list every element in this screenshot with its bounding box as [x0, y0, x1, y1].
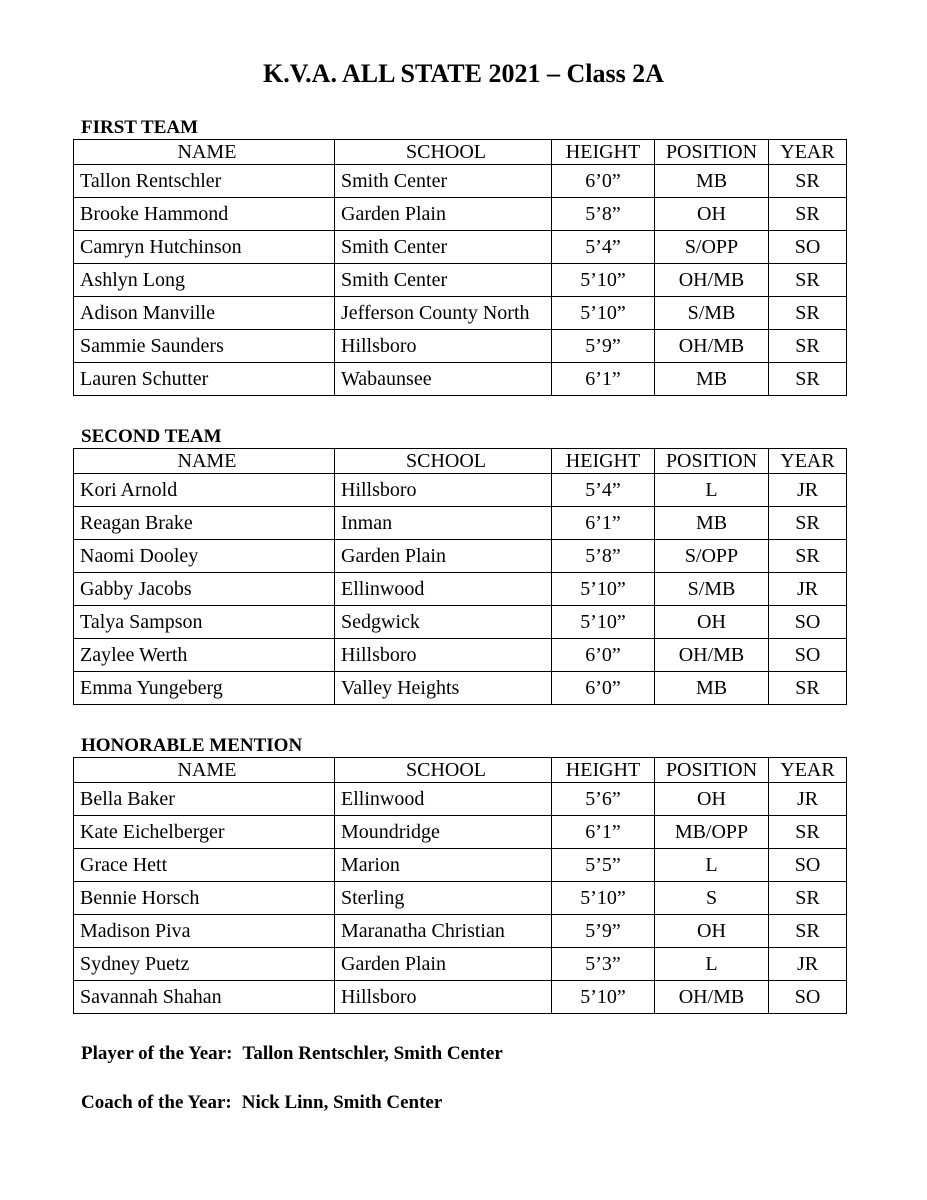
- cell-year: JR: [769, 948, 847, 981]
- section-title: HONORABLE MENTION: [81, 735, 303, 756]
- cell-height: 6’0”: [552, 672, 655, 705]
- table-row: [74, 330, 847, 363]
- cell-height: 5’10”: [552, 882, 655, 915]
- column-header-position: POSITION: [655, 758, 769, 783]
- cell-year: SR: [769, 507, 847, 540]
- cell-position: OH/MB: [655, 981, 769, 1014]
- award-value: Tallon Rentschler, Smith Center: [242, 1043, 503, 1064]
- cell-name: Sammie Saunders: [74, 330, 335, 363]
- column-header-school: SCHOOL: [335, 140, 552, 165]
- cell-school: Inman: [335, 507, 552, 540]
- cell-school: Hillsboro: [335, 639, 552, 672]
- cell-height: 5’6”: [552, 783, 655, 816]
- cell-school: Garden Plain: [335, 948, 552, 981]
- cell-year: JR: [769, 783, 847, 816]
- column-header-school: SCHOOL: [335, 758, 552, 783]
- cell-position: S/MB: [655, 297, 769, 330]
- cell-name: Kate Eichelberger: [74, 816, 335, 849]
- cell-school: Smith Center: [335, 264, 552, 297]
- cell-school: Wabaunsee: [335, 363, 552, 396]
- roster-table: [73, 757, 847, 1014]
- cell-school: Jefferson County North: [335, 297, 552, 330]
- cell-name: Adison Manville: [74, 297, 335, 330]
- table-row: [74, 639, 847, 672]
- page-title: K.V.A. ALL STATE 2021 – Class 2A: [263, 59, 664, 88]
- cell-position: MB: [655, 165, 769, 198]
- section-title: FIRST TEAM: [81, 117, 199, 138]
- cell-height: 5’10”: [552, 297, 655, 330]
- table-row: [74, 231, 847, 264]
- cell-school: Garden Plain: [335, 540, 552, 573]
- table-row: [74, 165, 847, 198]
- cell-school: Smith Center: [335, 165, 552, 198]
- cell-school: Valley Heights: [335, 672, 552, 705]
- cell-year: JR: [769, 474, 847, 507]
- cell-position: L: [655, 948, 769, 981]
- cell-position: OH/MB: [655, 330, 769, 363]
- cell-school: Sedgwick: [335, 606, 552, 639]
- cell-name: Lauren Schutter: [74, 363, 335, 396]
- column-header-year: YEAR: [769, 140, 847, 165]
- cell-height: 5’5”: [552, 849, 655, 882]
- cell-position: OH: [655, 915, 769, 948]
- cell-height: 6’1”: [552, 363, 655, 396]
- cell-name: Savannah Shahan: [74, 981, 335, 1014]
- table-row: [74, 474, 847, 507]
- cell-height: 5’10”: [552, 264, 655, 297]
- cell-position: S: [655, 882, 769, 915]
- cell-name: Camryn Hutchinson: [74, 231, 335, 264]
- table-row: [74, 849, 847, 882]
- cell-year: SR: [769, 882, 847, 915]
- column-header-position: POSITION: [655, 140, 769, 165]
- cell-school: Sterling: [335, 882, 552, 915]
- cell-position: S/MB: [655, 573, 769, 606]
- cell-name: Bella Baker: [74, 783, 335, 816]
- cell-year: SR: [769, 915, 847, 948]
- award-label: Coach of the Year:: [81, 1092, 232, 1113]
- cell-year: JR: [769, 573, 847, 606]
- award-label: Player of the Year:: [81, 1043, 233, 1064]
- cell-school: Moundridge: [335, 816, 552, 849]
- coach-of-the-year: [81, 1091, 442, 1115]
- cell-year: SR: [769, 198, 847, 231]
- table-row: [74, 915, 847, 948]
- cell-school: Smith Center: [335, 231, 552, 264]
- cell-name: Reagan Brake: [74, 507, 335, 540]
- cell-position: S/OPP: [655, 540, 769, 573]
- cell-position: OH: [655, 198, 769, 231]
- header-row: [74, 758, 847, 783]
- column-header-height: HEIGHT: [552, 140, 655, 165]
- cell-position: MB/OPP: [655, 816, 769, 849]
- cell-year: SR: [769, 363, 847, 396]
- section-title: SECOND TEAM: [81, 426, 222, 447]
- cell-position: L: [655, 474, 769, 507]
- cell-height: 5’10”: [552, 573, 655, 606]
- cell-position: OH/MB: [655, 639, 769, 672]
- cell-name: Brooke Hammond: [74, 198, 335, 231]
- cell-school: Ellinwood: [335, 783, 552, 816]
- cell-position: MB: [655, 507, 769, 540]
- column-header-name: NAME: [74, 140, 335, 165]
- header-row: [74, 140, 847, 165]
- roster-table: [73, 139, 847, 396]
- header-row: [74, 449, 847, 474]
- cell-height: 5’4”: [552, 231, 655, 264]
- cell-height: 5’3”: [552, 948, 655, 981]
- cell-name: Kori Arnold: [74, 474, 335, 507]
- table-row: [74, 606, 847, 639]
- cell-name: Madison Piva: [74, 915, 335, 948]
- cell-name: Talya Sampson: [74, 606, 335, 639]
- cell-height: 5’10”: [552, 981, 655, 1014]
- column-header-position: POSITION: [655, 449, 769, 474]
- cell-school: Hillsboro: [335, 330, 552, 363]
- cell-height: 6’0”: [552, 639, 655, 672]
- cell-position: MB: [655, 672, 769, 705]
- cell-height: 5’9”: [552, 915, 655, 948]
- cell-name: Zaylee Werth: [74, 639, 335, 672]
- cell-year: SR: [769, 816, 847, 849]
- cell-name: Sydney Puetz: [74, 948, 335, 981]
- cell-year: SO: [769, 981, 847, 1014]
- cell-school: Hillsboro: [335, 474, 552, 507]
- cell-year: SR: [769, 165, 847, 198]
- column-header-height: HEIGHT: [552, 449, 655, 474]
- table-row: [74, 540, 847, 573]
- cell-name: Gabby Jacobs: [74, 573, 335, 606]
- cell-year: SR: [769, 330, 847, 363]
- cell-name: Emma Yungeberg: [74, 672, 335, 705]
- award-value: Nick Linn, Smith Center: [241, 1092, 443, 1113]
- cell-year: SR: [769, 672, 847, 705]
- cell-year: SR: [769, 540, 847, 573]
- table-row: [74, 981, 847, 1014]
- cell-position: L: [655, 849, 769, 882]
- table-row: [74, 507, 847, 540]
- cell-height: 5’9”: [552, 330, 655, 363]
- table-row: [74, 672, 847, 705]
- cell-year: SO: [769, 231, 847, 264]
- cell-name: Naomi Dooley: [74, 540, 335, 573]
- section-first-team: [73, 117, 847, 396]
- cell-height: 5’8”: [552, 540, 655, 573]
- table-row: [74, 948, 847, 981]
- table-row: [74, 363, 847, 396]
- cell-year: SO: [769, 849, 847, 882]
- roster-table: [73, 448, 847, 705]
- cell-height: 6’1”: [552, 507, 655, 540]
- table-row: [74, 198, 847, 231]
- table-row: [74, 573, 847, 606]
- column-header-year: YEAR: [769, 758, 847, 783]
- cell-school: Garden Plain: [335, 198, 552, 231]
- cell-year: SR: [769, 264, 847, 297]
- column-header-name: NAME: [74, 758, 335, 783]
- cell-year: SR: [769, 297, 847, 330]
- cell-school: Maranatha Christian: [335, 915, 552, 948]
- cell-name: Bennie Horsch: [74, 882, 335, 915]
- cell-height: 6’1”: [552, 816, 655, 849]
- column-header-height: HEIGHT: [552, 758, 655, 783]
- cell-position: MB: [655, 363, 769, 396]
- cell-height: 5’10”: [552, 606, 655, 639]
- column-header-year: YEAR: [769, 449, 847, 474]
- table-row: [74, 264, 847, 297]
- cell-position: OH/MB: [655, 264, 769, 297]
- cell-school: Marion: [335, 849, 552, 882]
- column-header-name: NAME: [74, 449, 335, 474]
- cell-position: OH: [655, 606, 769, 639]
- column-header-school: SCHOOL: [335, 449, 552, 474]
- section-second-team: [73, 426, 847, 705]
- cell-year: SO: [769, 606, 847, 639]
- player-of-the-year: [81, 1042, 503, 1066]
- table-row: [74, 816, 847, 849]
- cell-name: Tallon Rentschler: [74, 165, 335, 198]
- cell-year: SO: [769, 639, 847, 672]
- section-honorable-mention: [73, 735, 847, 1014]
- cell-height: 5’8”: [552, 198, 655, 231]
- cell-name: Ashlyn Long: [74, 264, 335, 297]
- cell-position: OH: [655, 783, 769, 816]
- table-row: [74, 882, 847, 915]
- cell-name: Grace Hett: [74, 849, 335, 882]
- cell-position: S/OPP: [655, 231, 769, 264]
- cell-height: 6’0”: [552, 165, 655, 198]
- table-row: [74, 783, 847, 816]
- cell-school: Ellinwood: [335, 573, 552, 606]
- cell-school: Hillsboro: [335, 981, 552, 1014]
- cell-height: 5’4”: [552, 474, 655, 507]
- table-row: [74, 297, 847, 330]
